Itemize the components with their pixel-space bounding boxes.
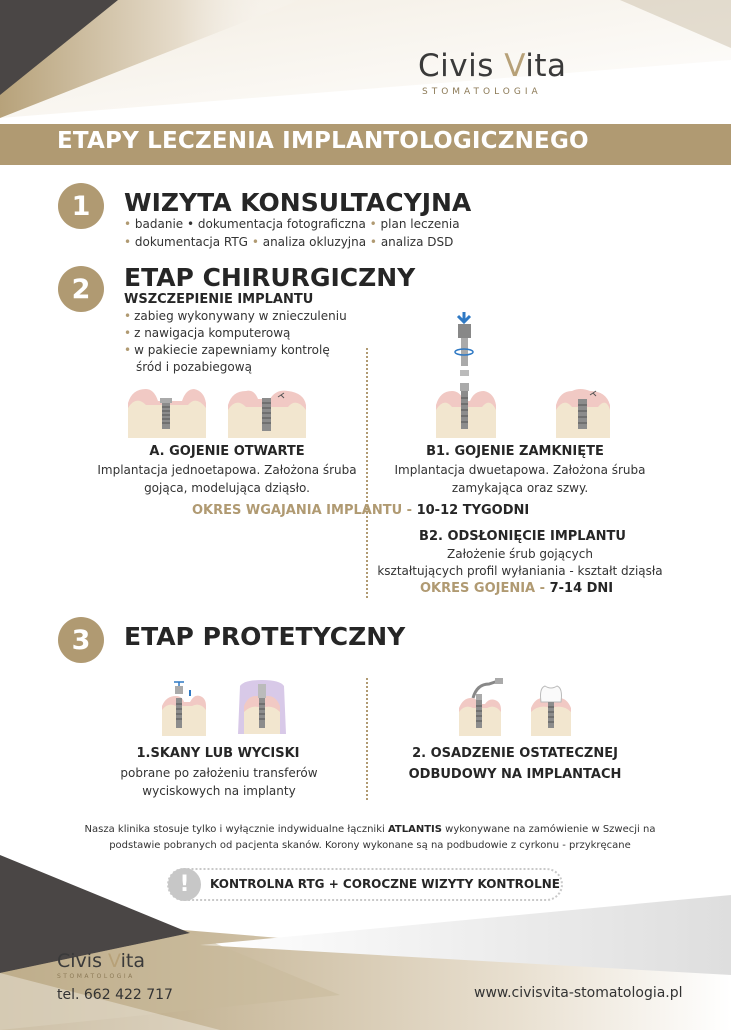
card-a-text-2: gojąca, modelująca dziąsło.	[144, 481, 310, 495]
card-scan-text-2: wyciskowych na implanty	[142, 784, 296, 798]
footer-logo: Civis Vita STOMATOLOGIA	[57, 950, 145, 980]
header-decoration	[0, 0, 731, 130]
impression-illustration	[160, 676, 300, 741]
step-2-number: 2	[58, 266, 104, 312]
card-b2-text-1: Założenie śrub gojących	[447, 547, 593, 561]
exclamation-icon: !	[168, 868, 201, 901]
website-link[interactable]: www.civisvita-stomatologia.pl	[474, 985, 683, 1001]
footer-decoration	[0, 855, 731, 1030]
card-a-text-1: Implantacja jednoetapowa. Założona śruba	[97, 463, 357, 477]
brand-logo: Civis Vita STOMATOLOGIA	[418, 48, 567, 97]
period-healing: OKRES GOJENIA - 7-14 DNI	[420, 581, 614, 596]
step-1-number: 1	[58, 183, 104, 229]
crown-illustration	[455, 676, 585, 741]
card-b2-title: B2. ODSŁONIĘCIE IMPLANTU	[419, 529, 626, 544]
card-b1-title: B1. GOJENIE ZAMKNIĘTE	[426, 444, 604, 459]
implant-open-healing-illustration	[118, 383, 308, 443]
card-b2-text-2: kształtujących profil wyłaniania - kształt dziąsła	[377, 564, 663, 578]
step-3-number: 3	[58, 617, 104, 663]
phone-number[interactable]: tel. 662 422 717	[57, 987, 173, 1003]
card-scan-text-1: pobrane po założeniu transferów	[120, 766, 318, 780]
implant-closed-healing-illustration	[430, 310, 620, 443]
card-b1-text-2: zamykająca oraz szwy.	[451, 481, 589, 495]
card-b1-text-1: Implantacja dwuetapowa. Założona śruba	[394, 463, 646, 477]
step-1-line-2: • dokumentacja RTG • analiza okluzyjna • analiza DSD	[124, 235, 454, 249]
atlantis-note: Nasza klinika stosuje tylko i wyłącznie indywidualne łączniki ATLANTIS wykonywane na zamówienie w Szwecji na podstawie pobranych od pacjenta skanów. Korony wykonane są na podbudowie z cyrkonu - przykręcane	[84, 824, 656, 851]
card-scan-title: 1.SKANY LUB WYCISKI	[136, 746, 300, 761]
period-osseointegration: OKRES WGAJANIA IMPLANTU - 10-12 TYGODNI	[192, 503, 530, 518]
step-2-bullets: • zabieg wykonywany w znieczuleniu • z nawigacja komputerową • w pakiecie zapewniamy kontrolę śród i pozabiegową	[124, 309, 347, 374]
card-crown-title-2: ODBUDOWY NA IMPLANTACH	[408, 767, 622, 782]
card-a-title: A. GOJENIE OTWARTE	[149, 444, 305, 459]
step-2-subtitle: WSZCZEPIENIE IMPLANTU	[124, 292, 314, 307]
control-visits-text: KONTROLNA RTG + COROCZNE WIZYTY KONTROLNE	[210, 877, 560, 891]
step-1-line-1: • badanie • dokumentacja fotograficzna • plan leczenia	[124, 217, 460, 231]
card-crown-title-1: 2. OSADZENIE OSTATECZNEJ	[412, 746, 618, 761]
step-3-title: ETAP PROTETYCZNY	[124, 622, 406, 651]
step-1-title: WIZYTA KONSULTACYJNA	[124, 188, 472, 217]
step-2-title: ETAP CHIRURGICZNY	[124, 263, 416, 292]
page-title: ETAPY LECZENIA IMPLANTOLOGICZNEGO	[57, 128, 589, 154]
divider-step-3	[366, 678, 368, 800]
